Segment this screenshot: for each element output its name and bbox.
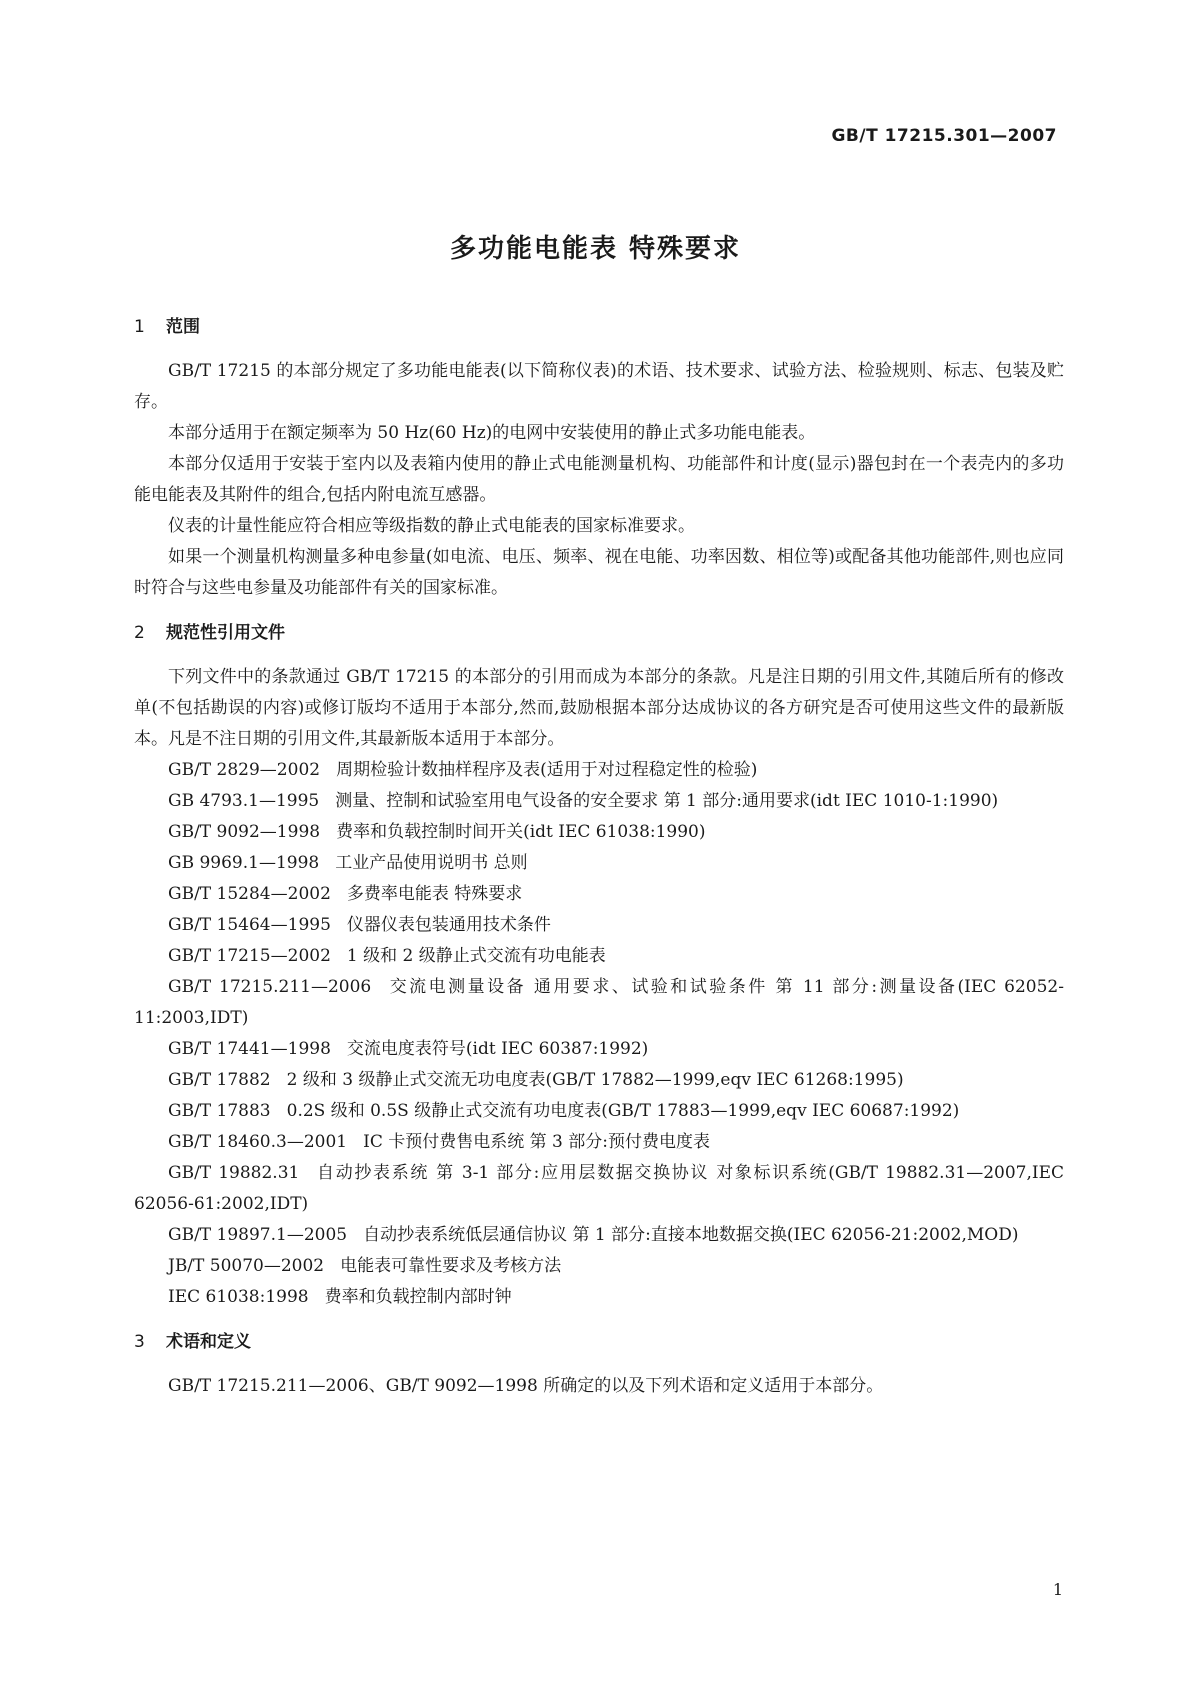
- reference-title: 工业产品使用说明书 总则: [335, 853, 528, 873]
- reference-title: 费率和负载控制内部时钟: [324, 1287, 512, 1307]
- reference-item: [134, 972, 1064, 1034]
- reference-code: GB/T 19882.31: [168, 1163, 300, 1183]
- paragraph: 下列文件中的条款通过 GB/T 17215 的本部分的引用而成为本部分的条款。凡是注日期的引用文件,其随后所有的修改单(不包括勘误的内容)或修订版均不适用于本部分,然而,鼓励根据本部分达成协议的各方研究是否可使用这些文件的最新版本。凡是不注日期的引用文件,其最新版本适用于本部分。: [134, 667, 1064, 749]
- reference-title: IC 卡预付费售电系统 第 3 部分:预付费电度表: [363, 1132, 710, 1152]
- paragraph: 仪表的计量性能应符合相应等级指数的静止式电能表的国家标准要求。: [168, 516, 695, 536]
- paragraph: 如果一个测量机构测量多种电参量(如电流、电压、频率、视在电能、功率因数、相位等)或配备其他功能部件,则也应同时符合与这些电参量及功能部件有关的国家标准。: [134, 547, 1064, 598]
- reference-item: [134, 941, 1064, 972]
- reference-title: 1 级和 2 级静止式交流有功电能表: [346, 946, 606, 966]
- reference-title: 交流电测量设备 通用要求、试验和试验条件 第 11 部分:测量设备(IEC 62052-11:2003,IDT): [134, 977, 1064, 1028]
- reference-title: 费率和负载控制时间开关(idt IEC 61038:1990): [336, 822, 706, 842]
- reference-item: [134, 755, 1064, 786]
- reference-code: GB/T 17882: [168, 1070, 271, 1090]
- paragraph: 本部分适用于在额定频率为 50 Hz(60 Hz)的电网中安装使用的静止式多功能电能表。: [168, 423, 816, 443]
- reference-code: GB/T 15284—2002: [168, 884, 331, 904]
- reference-title: 自动抄表系统 第 3-1 部分:应用层数据交换协议 对象标识系统(GB/T 19882.31—2007,IEC 62056-61:2002,IDT): [134, 1163, 1064, 1214]
- reference-item: [134, 879, 1064, 910]
- reference-code: GB/T 9092—1998: [168, 822, 321, 842]
- reference-code: GB 4793.1—1995: [168, 791, 320, 811]
- reference-code: GB/T 17215.211—2006: [168, 977, 372, 997]
- reference-item: [134, 1034, 1064, 1065]
- paragraph: 本部分仅适用于安装于室内以及表箱内使用的静止式电能测量机构、功能部件和计度(显示)器包封在一个表壳内的多功能电能表及其附件的组合,包括内附电流互感器。: [134, 454, 1064, 505]
- reference-title: 电能表可靠性要求及考核方法: [340, 1256, 562, 1276]
- paragraph: GB/T 17215 的本部分规定了多功能电能表(以下简称仪表)的术语、技术要求、试验方法、检验规则、标志、包装及贮存。: [134, 361, 1064, 412]
- reference-code: GB/T 17441—1998: [168, 1039, 331, 1059]
- reference-title: 0.2S 级和 0.5S 级静止式交流有功电度表(GB/T 17883—1999,eqv IEC 60687:1992): [286, 1101, 960, 1121]
- section-heading-terms-and-definitions: [134, 1327, 1064, 1357]
- section-number: 2: [134, 623, 145, 643]
- reference-code: GB/T 2829—2002: [168, 760, 321, 780]
- reference-item: [134, 1065, 1064, 1096]
- reference-item: [134, 1282, 1064, 1313]
- reference-item: [134, 910, 1064, 941]
- reference-item: [134, 1096, 1064, 1127]
- reference-item: [134, 786, 1064, 817]
- section-number: 1: [134, 317, 145, 337]
- reference-code: GB/T 17883: [168, 1101, 271, 1121]
- reference-item: [134, 1251, 1064, 1282]
- reference-code: JB/T 50070—2002: [168, 1256, 325, 1276]
- reference-title: 测量、控制和试验室用电气设备的安全要求 第 1 部分:通用要求(idt IEC 1010-1:1990): [335, 791, 999, 811]
- reference-item: [134, 1220, 1064, 1251]
- document-body: [134, 312, 1064, 1402]
- reference-code: GB/T 17215—2002: [168, 946, 331, 966]
- document-title: 多功能电能表 特殊要求: [449, 234, 742, 264]
- section-title: 范围: [166, 317, 200, 337]
- reference-title: 自动抄表系统低层通信协议 第 1 部分:直接本地数据交换(IEC 62056-21:2002,MOD): [363, 1225, 1019, 1245]
- reference-title: 周期检验计数抽样程序及表(适用于对过程稳定性的检验): [336, 760, 758, 780]
- reference-code: GB 9969.1—1998: [168, 853, 320, 873]
- reference-code: GB/T 15464—1995: [168, 915, 331, 935]
- page-number: 1: [1052, 1580, 1063, 1599]
- paragraph: GB/T 17215.211—2006、GB/T 9092—1998 所确定的以及下列术语和定义适用于本部分。: [168, 1376, 884, 1396]
- reference-item: [134, 817, 1064, 848]
- reference-code: IEC 61038:1998: [168, 1287, 309, 1307]
- section-title: 术语和定义: [166, 1332, 251, 1352]
- reference-code: GB/T 19897.1—2005: [168, 1225, 348, 1245]
- reference-title: 2 级和 3 级静止式交流无功电度表(GB/T 17882—1999,eqv IEC 61268:1995): [286, 1070, 904, 1090]
- reference-title: 仪器仪表包装通用技术条件: [346, 915, 551, 935]
- reference-item: [134, 1158, 1064, 1220]
- reference-title: 多费率电能表 特殊要求: [346, 884, 523, 904]
- section-heading-normative-references: [134, 618, 1064, 648]
- reference-title: 交流电度表符号(idt IEC 60387:1992): [346, 1039, 649, 1059]
- standard-number: GB/T 17215.301—2007: [831, 126, 1057, 146]
- reference-item: [134, 848, 1064, 879]
- section-number: 3: [134, 1332, 145, 1352]
- reference-code: GB/T 18460.3—2001: [168, 1132, 348, 1152]
- reference-item: [134, 1127, 1064, 1158]
- section-heading-scope: [134, 312, 1064, 342]
- section-title: 规范性引用文件: [166, 623, 285, 643]
